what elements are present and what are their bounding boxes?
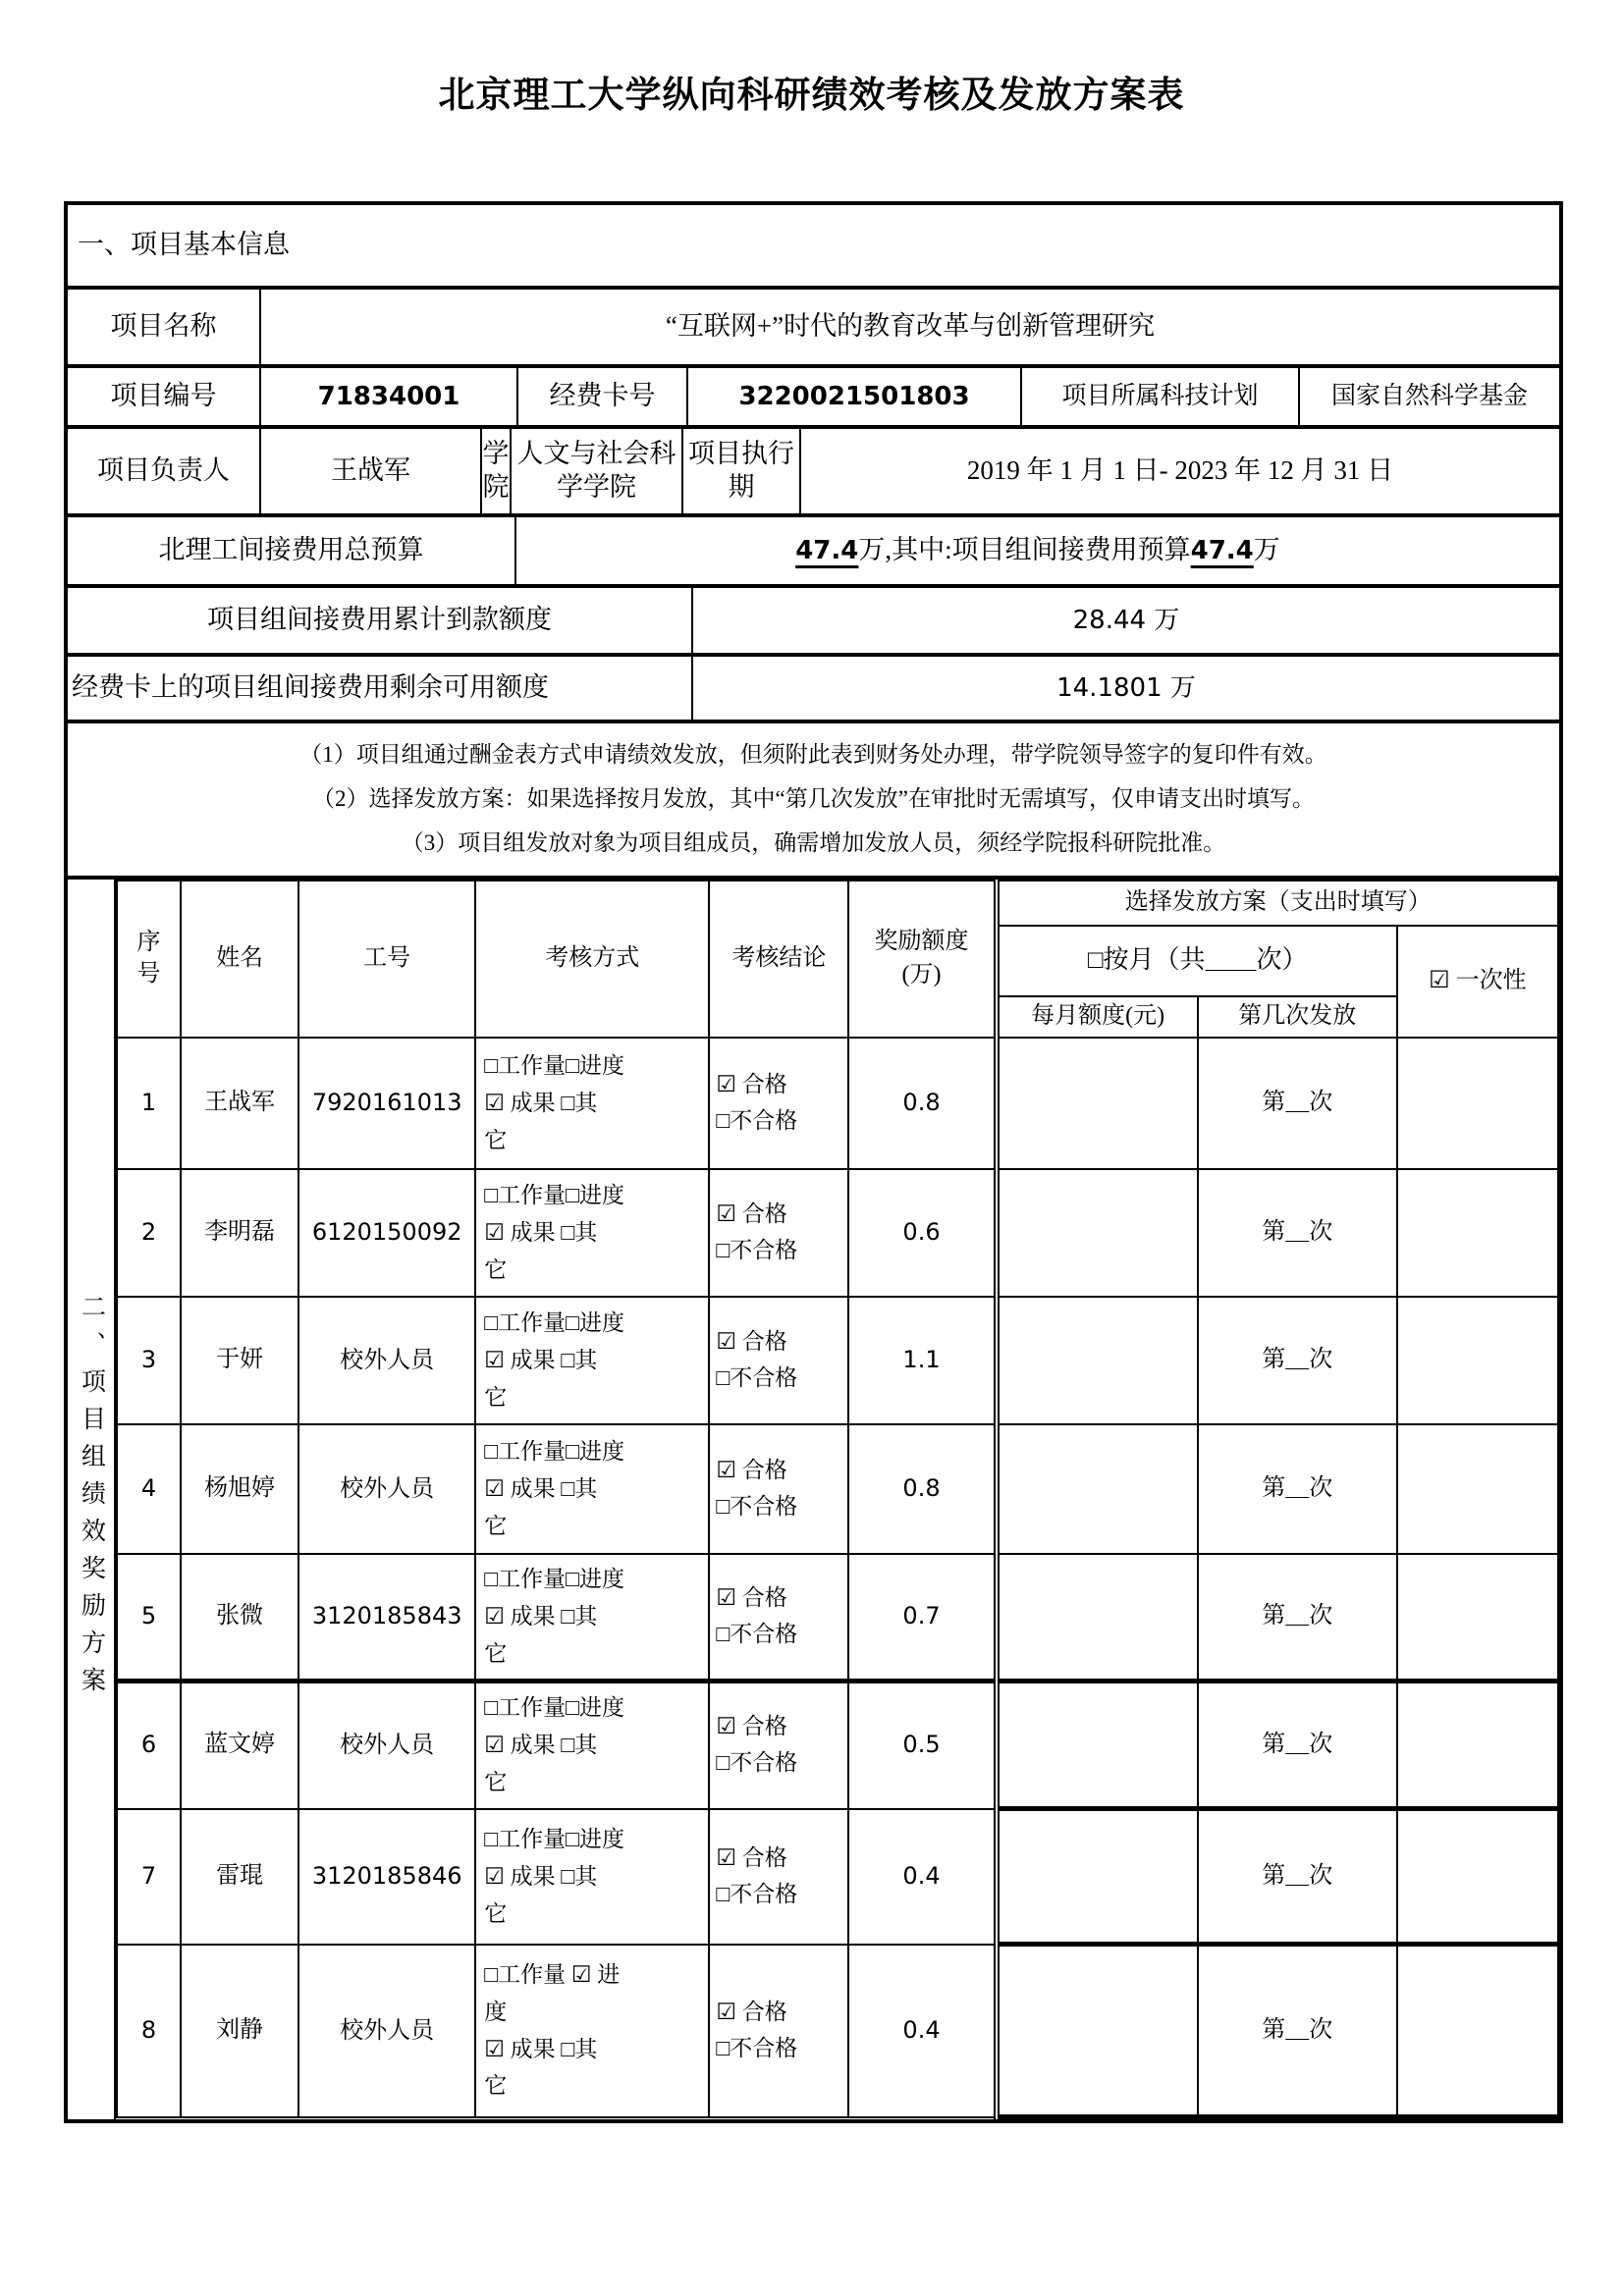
- college-value: 人文与社会科学学院: [510, 429, 681, 513]
- nth-payment-cell: 第＿次: [1198, 1682, 1397, 1809]
- assessment-method-cell: [475, 1424, 709, 1554]
- member-name: 雷琨: [181, 1809, 298, 1945]
- col-header-conclusion: 考核结论: [709, 881, 848, 1038]
- col-header-nth: 第几次发放: [1198, 996, 1397, 1038]
- budget-v1: 47.4: [795, 535, 859, 565]
- member-seq: 6: [117, 1682, 181, 1809]
- budget-value: [514, 517, 1559, 584]
- project-name-value: “互联网+”时代的教育改革与创新管理研究: [259, 290, 1559, 364]
- member-id: 校外人员: [298, 1945, 475, 2117]
- assessment-method-cell: [475, 1169, 709, 1297]
- conclusion-line: ☑ 合格: [716, 1201, 787, 1226]
- nth-payment-cell: 第＿次: [1198, 1169, 1397, 1297]
- col-header-seq: 序号: [117, 881, 181, 1038]
- fund-card-label: 经费卡号: [516, 368, 686, 425]
- method-line: ☑ 成果 □其: [484, 1090, 598, 1115]
- method-line: □工作量□进度: [484, 1695, 625, 1721]
- member-seq: 1: [117, 1038, 181, 1169]
- project-name-label: 项目名称: [110, 311, 217, 342]
- nth-payment-cell: 第＿次: [1198, 1809, 1397, 1945]
- onetime-option-header: ☑ 一次性: [1397, 926, 1558, 1038]
- monthly-amount-cell: [997, 1038, 1198, 1169]
- monthly-amount-cell: [997, 1809, 1198, 1945]
- nth-payment-cell: 第＿次: [1198, 1038, 1397, 1169]
- member-name: 刘静: [181, 1945, 298, 2117]
- monthly-amount-cell: [997, 1945, 1198, 2117]
- monthly-amount-cell: [997, 1297, 1198, 1424]
- col-header-method: 考核方式: [475, 881, 709, 1038]
- method-line: ☑ 成果 □其: [484, 1733, 598, 1758]
- onetime-cell: [1397, 1424, 1558, 1554]
- pi-value: 王战军: [259, 429, 480, 513]
- assessment-method-cell: [475, 1554, 709, 1682]
- budget-suffix: 万: [1253, 535, 1280, 565]
- received-row: [68, 584, 1559, 653]
- conclusion-line: ☑ 合格: [716, 1071, 787, 1096]
- method-line: ☑ 成果 □其: [484, 1603, 598, 1629]
- conclusion-line: □不合格: [716, 1493, 798, 1519]
- note-line: （3）项目组发放对象为项目组成员，确需增加发放人员，须经学院报科研院批准。: [401, 829, 1226, 855]
- member-id: 校外人员: [298, 1682, 475, 1809]
- received-value: 28.44 万: [691, 588, 1559, 653]
- member-seq: 3: [117, 1297, 181, 1424]
- budget-mid: 万,其中:项目组间接费用预算: [858, 535, 1191, 565]
- nth-payment-cell: 第＿次: [1198, 1297, 1397, 1424]
- budget-v2: 47.4: [1190, 535, 1254, 565]
- conclusion-line: □不合格: [716, 1107, 798, 1133]
- assessment-method-cell: [475, 1038, 709, 1169]
- method-line: ☑ 成果 □其: [484, 1219, 598, 1245]
- table-row: [117, 1038, 1558, 1169]
- conclusion-line: □不合格: [716, 1364, 798, 1390]
- member-seq: 5: [117, 1554, 181, 1682]
- method-line: 度: [484, 1999, 508, 2024]
- monthly-amount-cell: [997, 1169, 1198, 1297]
- budget-label: 北理工间接费用总预算: [158, 535, 424, 565]
- method-line: ☑ 成果 □其: [484, 1863, 598, 1889]
- members-head: [117, 881, 1558, 1038]
- member-name: 蓝文婷: [181, 1682, 298, 1809]
- received-label: 项目组间接费用累计到款额度: [207, 605, 552, 635]
- member-name: 杨旭婷: [181, 1424, 298, 1554]
- conclusion-line: □不合格: [716, 1621, 798, 1646]
- section2-side-label: 二、项目组绩效奖励方案: [78, 1294, 105, 1705]
- method-line: □工作量□进度: [484, 1309, 625, 1335]
- assessment-method-cell: [475, 1297, 709, 1424]
- method-line: ☑ 成果 □其: [484, 1347, 598, 1372]
- conclusion-line: ☑ 合格: [716, 1457, 787, 1482]
- section2-table-wrap: [114, 880, 1559, 2120]
- member-seq: 8: [117, 1945, 181, 2117]
- member-seq: 4: [117, 1424, 181, 1554]
- conclusion-line: ☑ 合格: [716, 1999, 787, 2024]
- method-line: 它: [484, 1256, 508, 1282]
- conclusion-line: □不合格: [716, 2035, 798, 2060]
- member-id: 7920161013: [298, 1038, 475, 1169]
- remaining-row: [68, 653, 1559, 720]
- member-id: 6120150092: [298, 1169, 475, 1297]
- project-no-value: 71834001: [259, 368, 516, 425]
- member-seq: 7: [117, 1809, 181, 1945]
- reward-amount-cell: 1.1: [848, 1297, 996, 1424]
- method-line: □工作量□进度: [484, 1826, 625, 1851]
- table-row: [117, 1554, 1558, 1682]
- pi-label: 项目负责人: [97, 455, 230, 486]
- member-id: 校外人员: [298, 1424, 475, 1554]
- project-name-row: [68, 286, 1559, 364]
- conclusion-line: ☑ 合格: [716, 1714, 787, 1739]
- table-row: [117, 1169, 1558, 1297]
- assessment-conclusion-cell: [709, 1682, 848, 1809]
- method-line: 它: [484, 1900, 508, 1926]
- conclusion-line: □不合格: [716, 1237, 798, 1262]
- method-line: □工作量□进度: [484, 1052, 625, 1078]
- onetime-cell: [1397, 1945, 1558, 2117]
- onetime-cell: [1397, 1682, 1558, 1809]
- col-header-name: 姓名: [181, 881, 298, 1038]
- assessment-method-cell: [475, 1809, 709, 1945]
- method-line: 它: [484, 1770, 508, 1795]
- fund-card-value: 3220021501803: [686, 368, 1020, 425]
- table-row: [117, 1297, 1558, 1424]
- college-label: 学院: [480, 429, 510, 513]
- member-id: 3120185843: [298, 1554, 475, 1682]
- table-row: [117, 1424, 1558, 1554]
- reward-amount-cell: 0.5: [848, 1682, 996, 1809]
- member-name: 张微: [181, 1554, 298, 1682]
- method-line: 它: [484, 2073, 508, 2099]
- nth-payment-cell: 第＿次: [1198, 1945, 1397, 2117]
- remaining-value: 14.1801 万: [691, 657, 1559, 720]
- conclusion-line: □不合格: [716, 1881, 798, 1906]
- onetime-cell: [1397, 1554, 1558, 1682]
- method-line: 它: [484, 1127, 508, 1152]
- col-header-monthly-amount: 每月额度(元): [997, 996, 1198, 1038]
- members-body: [117, 1038, 1558, 2117]
- notes-block: [68, 723, 1559, 876]
- member-name: 王战军: [181, 1038, 298, 1169]
- assessment-conclusion-cell: [709, 1424, 848, 1554]
- table-row: [117, 1945, 1558, 2117]
- page-title: 北京理工大学纵向科研绩效考核及发放方案表: [438, 75, 1185, 115]
- onetime-cell: [1397, 1169, 1558, 1297]
- conclusion-line: ☑ 合格: [716, 1328, 787, 1354]
- header-row-1: [117, 881, 1558, 926]
- reward-amount-cell: 0.4: [848, 1809, 996, 1945]
- onetime-cell: [1397, 1297, 1558, 1424]
- nth-payment-cell: 第＿次: [1198, 1554, 1397, 1682]
- reward-amount-cell: 0.4: [848, 1945, 996, 2117]
- onetime-cell: [1397, 1038, 1558, 1169]
- monthly-option-header: □按月（共＿＿次）: [997, 926, 1397, 996]
- col-header-id: 工号: [298, 881, 475, 1038]
- method-line: □工作量 ☑ 进: [484, 1961, 621, 1987]
- method-line: □工作量□进度: [484, 1438, 625, 1464]
- section2-row: [68, 876, 1559, 2120]
- table-row: [117, 1809, 1558, 1945]
- section1-heading: 一、项目基本信息: [78, 230, 290, 260]
- remaining-label: 经费卡上的项目组间接费用剩余可用额度: [72, 672, 549, 703]
- plan-group-header: 选择发放方案（支出时填写）: [997, 881, 1558, 926]
- method-line: 它: [484, 1384, 508, 1410]
- method-line: 它: [484, 1513, 508, 1538]
- method-line: □工作量□进度: [484, 1566, 625, 1591]
- assessment-conclusion-cell: [709, 1038, 848, 1169]
- assessment-method-cell: [475, 1945, 709, 2117]
- members-table: [116, 880, 1559, 2120]
- pi-row: [68, 425, 1559, 513]
- assessment-conclusion-cell: [709, 1554, 848, 1682]
- assessment-method-cell: [475, 1682, 709, 1809]
- note-line: （2）选择发放方案：如果选择按月发放，其中“第几次发放”在审批时无需填写，仅申请支出时填写。: [312, 785, 1315, 811]
- monthly-amount-cell: [997, 1554, 1198, 1682]
- method-line: ☑ 成果 □其: [484, 1475, 598, 1501]
- col-header-amount: 奖励额度 (万): [848, 881, 996, 1038]
- reward-amount-cell: 0.8: [848, 1424, 996, 1554]
- assessment-conclusion-cell: [709, 1945, 848, 2117]
- form-table: [64, 201, 1563, 2123]
- member-name: 于妍: [181, 1297, 298, 1424]
- onetime-cell: [1397, 1809, 1558, 1945]
- member-seq: 2: [117, 1169, 181, 1297]
- assessment-conclusion-cell: [709, 1297, 848, 1424]
- conclusion-line: ☑ 合格: [716, 1584, 787, 1610]
- project-no-label: 项目编号: [110, 381, 217, 411]
- reward-amount-cell: 0.6: [848, 1169, 996, 1297]
- project-number-row: [68, 364, 1559, 425]
- member-name: 李明磊: [181, 1169, 298, 1297]
- period-value: 2019 年 1 月 1 日- 2023 年 12 月 31 日: [799, 429, 1559, 513]
- notes-row: [68, 720, 1559, 876]
- reward-amount-cell: 0.7: [848, 1554, 996, 1682]
- assessment-conclusion-cell: [709, 1809, 848, 1945]
- member-id: 3120185846: [298, 1809, 475, 1945]
- conclusion-line: ☑ 合格: [716, 1844, 787, 1870]
- monthly-amount-cell: [997, 1682, 1198, 1809]
- method-line: 它: [484, 1640, 508, 1666]
- conclusion-line: □不合格: [716, 1750, 798, 1776]
- period-label: 项目执行期: [681, 429, 799, 513]
- budget-row: [68, 513, 1559, 584]
- reward-amount-cell: 0.8: [848, 1038, 996, 1169]
- method-line: ☑ 成果 □其: [484, 2036, 598, 2061]
- note-line: （1）项目组通过酬金表方式申请绩效发放，但须附此表到财务处办理，带学院领导签字的复印件有效。: [299, 742, 1327, 767]
- section1-heading-row: [68, 205, 1559, 286]
- assessment-conclusion-cell: [709, 1169, 848, 1297]
- program-value: 国家自然科学基金: [1298, 368, 1559, 425]
- method-line: □工作量□进度: [484, 1182, 625, 1207]
- table-row: [117, 1682, 1558, 1809]
- monthly-amount-cell: [997, 1424, 1198, 1554]
- program-label: 项目所属科技计划: [1020, 368, 1298, 425]
- member-id: 校外人员: [298, 1297, 475, 1424]
- nth-payment-cell: 第＿次: [1198, 1424, 1397, 1554]
